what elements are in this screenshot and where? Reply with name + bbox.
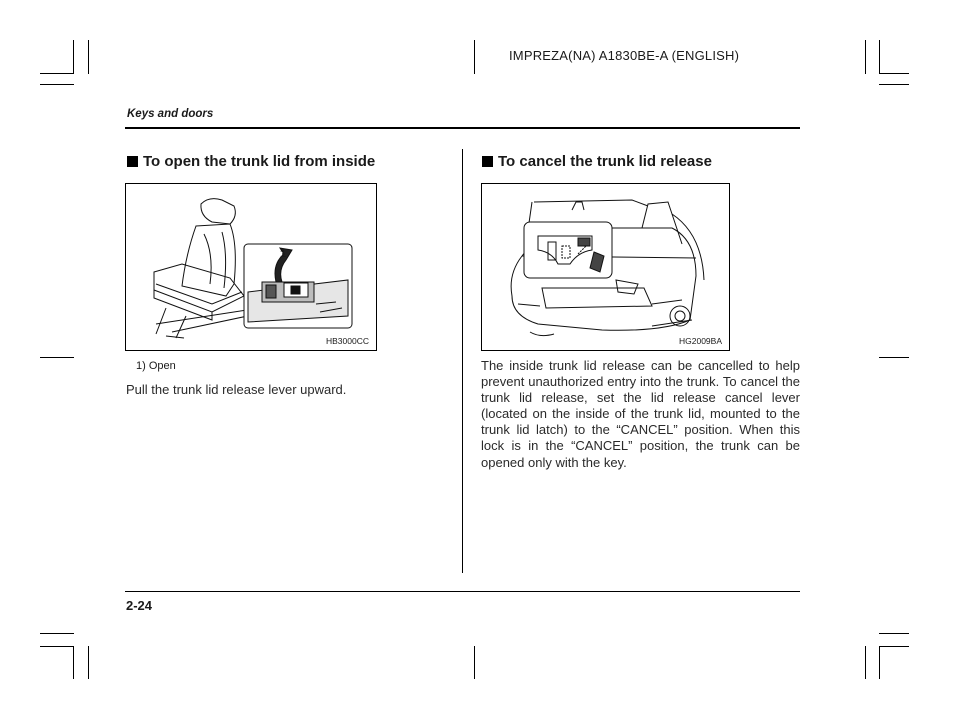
crop-mark [879, 646, 909, 647]
crop-mark [88, 646, 89, 679]
crop-mark [40, 357, 74, 358]
crop-mark [879, 73, 909, 74]
left-heading-text: To open the trunk lid from inside [143, 153, 376, 170]
square-bullet-icon [127, 156, 138, 167]
crop-mark [40, 73, 74, 74]
crop-mark [879, 646, 880, 679]
trunk-cancel-illustration [482, 184, 729, 350]
seat-lever-figure [125, 183, 377, 351]
left-body-text: Pull the trunk lid release lever upward. [126, 382, 347, 397]
right-body-text: The inside trunk lid release can be cancelled to help prevent unauthorized entry into the trunk. To cancel the trunk lid release, set the lid release cancel lever (located on the inside of the trunk lid, mounted to the trunk lid latch) to the “CANCEL” position. When this lock is in the “CANCEL” position, the trunk can be opened only with the key. [481, 358, 800, 470]
footer-rule [125, 591, 800, 592]
crop-mark [879, 40, 880, 74]
crop-mark [40, 646, 74, 647]
document-code: IMPREZA(NA) A1830BE-A (ENGLISH) [509, 48, 740, 63]
crop-mark [88, 40, 89, 74]
right-heading [482, 153, 712, 170]
right-heading-text: To cancel the trunk lid release [498, 153, 712, 170]
figure-note: 1) Open [136, 360, 176, 372]
column-divider [462, 149, 463, 573]
crop-mark [879, 357, 909, 358]
figure-code: HG2009BA [679, 336, 722, 346]
figure-code: HB3000CC [326, 336, 369, 346]
crop-mark [865, 40, 866, 74]
crop-mark [879, 633, 909, 634]
section-label: Keys and doors [127, 108, 214, 120]
crop-mark [879, 84, 909, 85]
crop-mark [40, 84, 74, 85]
square-bullet-icon [482, 156, 493, 167]
left-heading [127, 153, 375, 170]
crop-mark [73, 40, 74, 74]
crop-mark [474, 646, 475, 679]
crop-mark [865, 646, 866, 679]
figure-callout-number: 1 [280, 248, 287, 260]
trunk-cancel-figure [481, 183, 730, 351]
page-number: 2-24 [126, 598, 153, 613]
header-rule [125, 127, 800, 129]
crop-mark [73, 646, 74, 679]
crop-mark [474, 40, 475, 74]
seat-lever-illustration [126, 184, 376, 350]
crop-mark [40, 633, 74, 634]
